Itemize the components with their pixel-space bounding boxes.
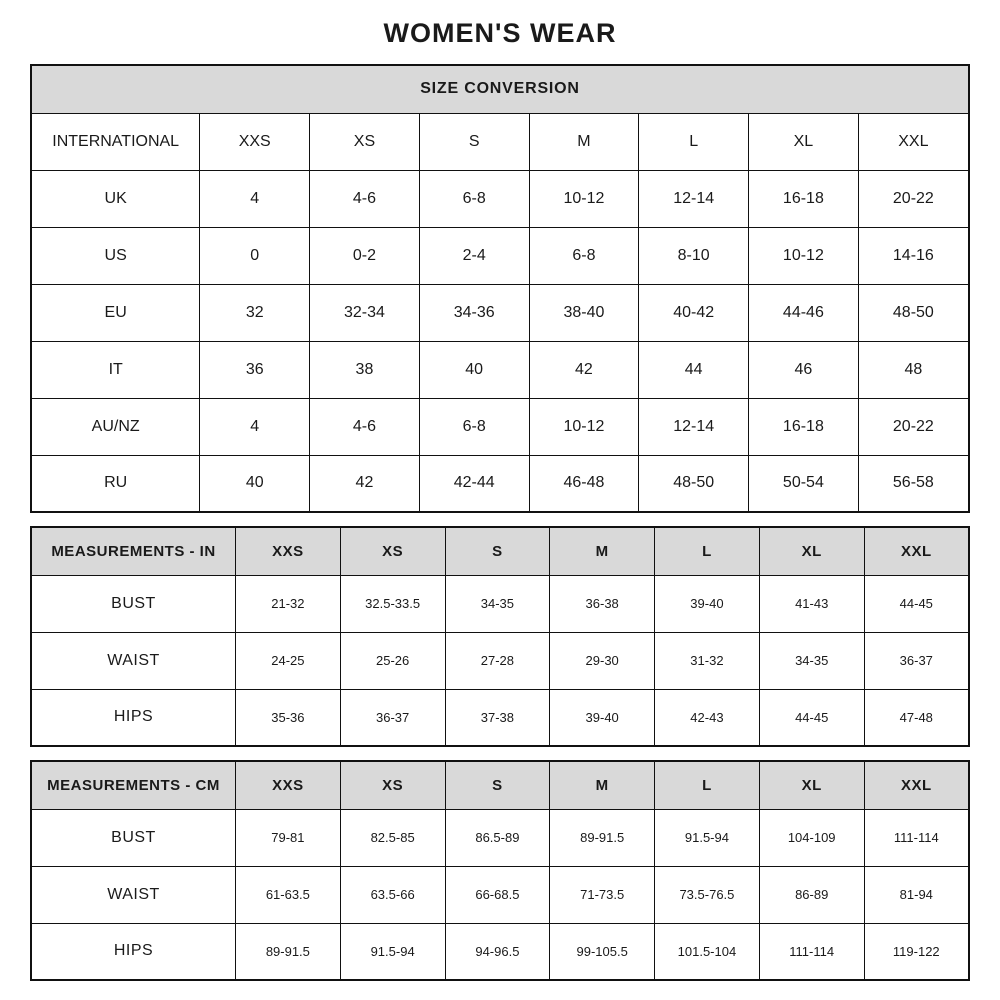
value-cell: 40-42 — [639, 284, 749, 341]
value-cell: 48-50 — [858, 284, 969, 341]
value-cell: XXL — [858, 113, 969, 170]
value-cell: 42 — [529, 341, 639, 398]
table-row — [31, 575, 969, 632]
value-cell: 39-40 — [550, 689, 655, 746]
value-cell: 61-63.5 — [235, 866, 340, 923]
row-label-cell: IT — [31, 341, 200, 398]
value-cell: 101.5-104 — [655, 923, 760, 980]
row-label-cell: UK — [31, 170, 200, 227]
row-label-cell: RU — [31, 455, 200, 512]
size-header-cell: L — [655, 527, 760, 575]
table-row — [31, 632, 969, 689]
value-cell: 34-35 — [445, 575, 550, 632]
measurements-cm-header-row — [31, 761, 969, 809]
value-cell: M — [529, 113, 639, 170]
size-header-cell: L — [655, 761, 760, 809]
value-cell: 48-50 — [639, 455, 749, 512]
size-header-cell: XXS — [235, 761, 340, 809]
size-header-cell: XL — [759, 527, 864, 575]
size-conversion-title: SIZE CONVERSION — [31, 65, 969, 113]
value-cell: 6-8 — [419, 170, 529, 227]
value-cell: 21-32 — [235, 575, 340, 632]
value-cell: 32 — [200, 284, 310, 341]
value-cell: 119-122 — [864, 923, 969, 980]
size-header-cell: XXS — [235, 527, 340, 575]
value-cell: 31-32 — [655, 632, 760, 689]
value-cell: 37-38 — [445, 689, 550, 746]
row-label-cell: HIPS — [31, 923, 235, 980]
measurements-in-table — [30, 526, 970, 747]
table-row — [31, 170, 969, 227]
value-cell: 0-2 — [310, 227, 420, 284]
size-header-cell: XXL — [864, 761, 969, 809]
size-conversion-table — [30, 64, 970, 513]
value-cell: 36-37 — [864, 632, 969, 689]
value-cell: 32.5-33.5 — [340, 575, 445, 632]
value-cell: 36-38 — [550, 575, 655, 632]
value-cell: 39-40 — [655, 575, 760, 632]
value-cell: 99-105.5 — [550, 923, 655, 980]
value-cell: 36 — [200, 341, 310, 398]
size-header-cell: XXL — [864, 527, 969, 575]
value-cell: S — [419, 113, 529, 170]
value-cell: 44-45 — [864, 575, 969, 632]
table-title-row — [31, 65, 969, 113]
header-label-cell: MEASUREMENTS - CM — [31, 761, 235, 809]
table-row — [31, 923, 969, 980]
value-cell: 38-40 — [529, 284, 639, 341]
value-cell: 25-26 — [340, 632, 445, 689]
value-cell: 91.5-94 — [340, 923, 445, 980]
value-cell: 4 — [200, 170, 310, 227]
value-cell: 29-30 — [550, 632, 655, 689]
table-row — [31, 689, 969, 746]
table-row — [31, 113, 969, 170]
value-cell: XL — [749, 113, 859, 170]
value-cell: 81-94 — [864, 866, 969, 923]
table-row — [31, 341, 969, 398]
value-cell: 34-35 — [759, 632, 864, 689]
value-cell: 50-54 — [749, 455, 859, 512]
value-cell: 66-68.5 — [445, 866, 550, 923]
value-cell: 16-18 — [749, 398, 859, 455]
row-label-cell: WAIST — [31, 866, 235, 923]
table-row — [31, 227, 969, 284]
value-cell: 8-10 — [639, 227, 749, 284]
value-cell: XS — [310, 113, 420, 170]
page-title: WOMEN'S WEAR — [383, 18, 617, 48]
value-cell: 38 — [310, 341, 420, 398]
value-cell: 10-12 — [529, 398, 639, 455]
value-cell: 91.5-94 — [655, 809, 760, 866]
size-header-cell: S — [445, 527, 550, 575]
value-cell: 4-6 — [310, 398, 420, 455]
value-cell: 0 — [200, 227, 310, 284]
value-cell: 12-14 — [639, 170, 749, 227]
value-cell: 20-22 — [858, 398, 969, 455]
row-label-cell: EU — [31, 284, 200, 341]
value-cell: 40 — [200, 455, 310, 512]
value-cell: 46 — [749, 341, 859, 398]
table-row — [31, 455, 969, 512]
value-cell: 4 — [200, 398, 310, 455]
value-cell: 2-4 — [419, 227, 529, 284]
size-header-cell: M — [550, 527, 655, 575]
measurements-cm-body — [31, 809, 969, 980]
value-cell: 42-44 — [419, 455, 529, 512]
measurements-in-header-row — [31, 527, 969, 575]
value-cell: 111-114 — [864, 809, 969, 866]
size-header-cell: XS — [340, 761, 445, 809]
value-cell: 89-91.5 — [235, 923, 340, 980]
row-label-cell: US — [31, 227, 200, 284]
value-cell: 36-37 — [340, 689, 445, 746]
table-row — [31, 398, 969, 455]
value-cell: 111-114 — [759, 923, 864, 980]
row-label-cell: HIPS — [31, 689, 235, 746]
header-label-cell: MEASUREMENTS - IN — [31, 527, 235, 575]
value-cell: 14-16 — [858, 227, 969, 284]
value-cell: 32-34 — [310, 284, 420, 341]
value-cell: L — [639, 113, 749, 170]
table-row — [31, 866, 969, 923]
value-cell: 44-46 — [749, 284, 859, 341]
value-cell: 86.5-89 — [445, 809, 550, 866]
size-header-cell: XS — [340, 527, 445, 575]
value-cell: 16-18 — [749, 170, 859, 227]
value-cell: 94-96.5 — [445, 923, 550, 980]
table-row — [31, 284, 969, 341]
value-cell: 89-91.5 — [550, 809, 655, 866]
value-cell: 71-73.5 — [550, 866, 655, 923]
value-cell: 20-22 — [858, 170, 969, 227]
table-row — [31, 809, 969, 866]
value-cell: 35-36 — [235, 689, 340, 746]
value-cell: 6-8 — [529, 227, 639, 284]
value-cell: 44 — [639, 341, 749, 398]
measurements-in-body — [31, 575, 969, 746]
row-label-cell: AU/NZ — [31, 398, 200, 455]
value-cell: 42 — [310, 455, 420, 512]
value-cell: 63.5-66 — [340, 866, 445, 923]
row-label-cell: BUST — [31, 809, 235, 866]
value-cell: 10-12 — [749, 227, 859, 284]
size-header-cell: XL — [759, 761, 864, 809]
size-conversion-body — [31, 113, 969, 512]
size-header-cell: M — [550, 761, 655, 809]
value-cell: 12-14 — [639, 398, 749, 455]
size-header-cell: S — [445, 761, 550, 809]
value-cell: 41-43 — [759, 575, 864, 632]
value-cell: 56-58 — [858, 455, 969, 512]
row-label-cell: WAIST — [31, 632, 235, 689]
value-cell: 44-45 — [759, 689, 864, 746]
row-label-cell: BUST — [31, 575, 235, 632]
row-label-cell: INTERNATIONAL — [31, 113, 200, 170]
value-cell: 82.5-85 — [340, 809, 445, 866]
value-cell: 24-25 — [235, 632, 340, 689]
value-cell: 34-36 — [419, 284, 529, 341]
value-cell: 10-12 — [529, 170, 639, 227]
value-cell: 6-8 — [419, 398, 529, 455]
value-cell: 79-81 — [235, 809, 340, 866]
value-cell: 27-28 — [445, 632, 550, 689]
value-cell: 86-89 — [759, 866, 864, 923]
value-cell: 48 — [858, 341, 969, 398]
value-cell: 46-48 — [529, 455, 639, 512]
value-cell: 42-43 — [655, 689, 760, 746]
value-cell: 104-109 — [759, 809, 864, 866]
value-cell: 4-6 — [310, 170, 420, 227]
value-cell: 47-48 — [864, 689, 969, 746]
value-cell: 73.5-76.5 — [655, 866, 760, 923]
value-cell: 40 — [419, 341, 529, 398]
value-cell: XXS — [200, 113, 310, 170]
measurements-cm-table — [30, 760, 970, 981]
